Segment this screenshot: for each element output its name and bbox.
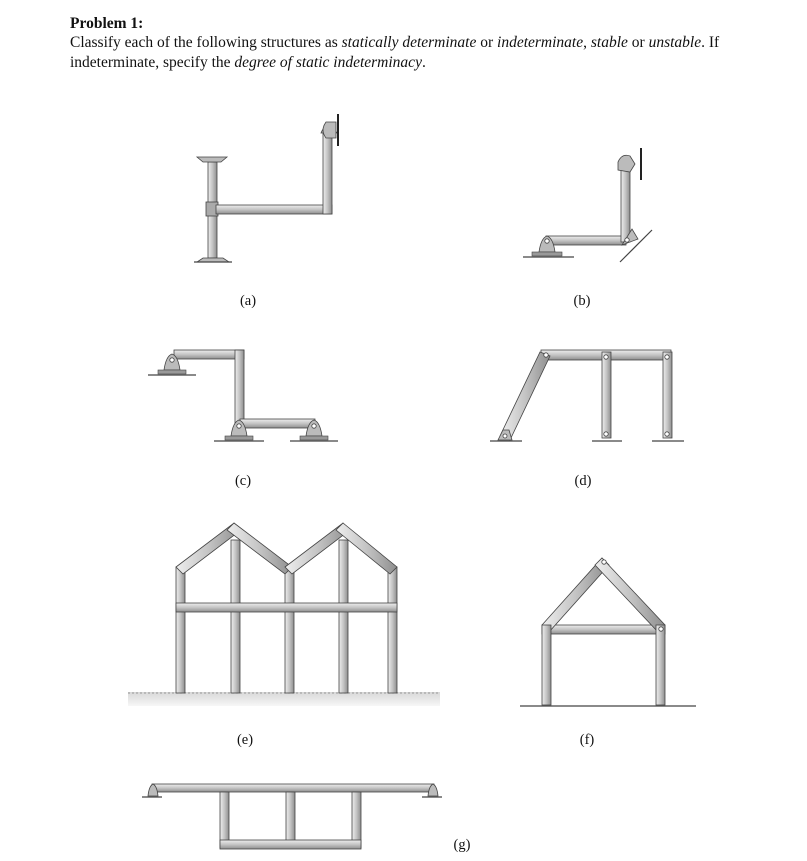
- statement-text: ,: [583, 34, 591, 51]
- caption-f: (f): [579, 732, 595, 748]
- caption-e: (e): [236, 732, 254, 748]
- caption-c: (c): [234, 473, 252, 489]
- statement-text: Classify each of the following structures as: [70, 34, 342, 51]
- structure-a: [194, 114, 338, 262]
- structure-f: [520, 558, 696, 706]
- caption-g: (g): [453, 837, 471, 853]
- statement-emphasis: unstable: [648, 34, 702, 51]
- statement-text: or: [627, 34, 649, 51]
- statement-text: . If indeterminate, specify the: [70, 34, 720, 71]
- statement-emphasis: indeterminate: [497, 34, 584, 51]
- structure-d: [490, 350, 684, 441]
- structure-b: [523, 148, 652, 262]
- statement-emphasis: stable: [590, 34, 628, 51]
- caption-a: (a): [239, 293, 257, 309]
- caption-b: (b): [573, 293, 591, 309]
- statement-emphasis: degree of static indeterminacy: [234, 54, 422, 71]
- problem-title: Problem 1:: [70, 15, 144, 32]
- structure-e: [128, 523, 440, 706]
- structure-g: [142, 784, 442, 849]
- statement-text: or: [476, 34, 498, 51]
- statement-text: .: [421, 54, 426, 71]
- structure-c: [148, 350, 338, 441]
- statement-emphasis: statically determinate: [341, 34, 477, 51]
- caption-d: (d): [574, 473, 592, 489]
